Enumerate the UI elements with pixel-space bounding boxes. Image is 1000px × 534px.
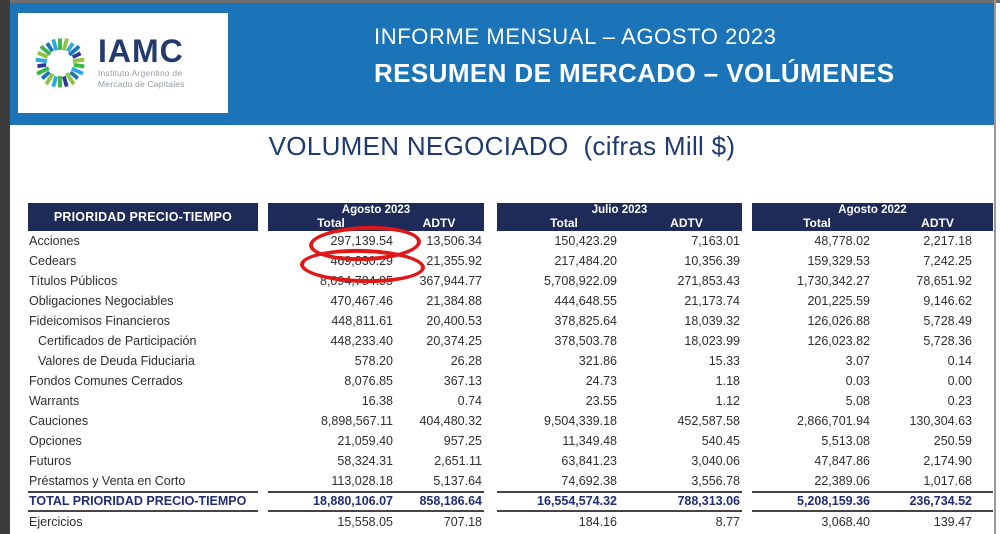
row-value: 21,059.40	[337, 434, 393, 448]
row-label: Cedears	[29, 254, 77, 268]
row-value: 2,651.11	[434, 454, 482, 468]
row-value: 5,137.64	[433, 474, 482, 488]
row-value: 7,163.01	[691, 234, 740, 248]
column-gap	[484, 512, 497, 532]
column-gap	[258, 512, 268, 532]
row-value: 321.86	[578, 354, 617, 368]
row-value: 150,423.29	[554, 234, 617, 248]
column-gap	[742, 231, 752, 251]
table-row	[28, 231, 993, 251]
row-value: 0.03	[845, 374, 870, 388]
row-value: 1.18	[715, 374, 740, 388]
column-gap	[258, 231, 268, 251]
row-value: 1,017.68	[923, 474, 972, 488]
row-value: 540.45	[701, 434, 740, 448]
subheader-total: Total	[803, 216, 831, 230]
row-value: 184.16	[578, 515, 617, 529]
table-row	[28, 431, 993, 451]
row-label: Valores de Deuda Fiduciaria	[38, 354, 195, 368]
row-value: 788,313.06	[631, 491, 742, 512]
column-gap	[742, 251, 752, 271]
iamc-ring-burst-icon	[32, 35, 88, 91]
row-value: 236,734.52	[882, 491, 993, 512]
row-value: 8,898,567.11	[320, 414, 393, 428]
column-gap	[484, 431, 497, 451]
logo-text	[98, 32, 185, 90]
report-header	[374, 24, 895, 89]
row-value: 367.13	[443, 374, 482, 388]
column-gap	[258, 291, 268, 311]
table-row	[28, 291, 993, 311]
column-gap	[258, 251, 268, 271]
row-label: Certificados de Participación	[38, 334, 197, 348]
row-value: 74,692.38	[561, 474, 617, 488]
row-label: Préstamos y Venta en Corto	[29, 474, 186, 488]
row-value: 707.18	[443, 515, 482, 529]
row-value: 3.07	[845, 354, 870, 368]
row-value: 3,556.78	[691, 474, 740, 488]
table-row	[28, 271, 993, 291]
table-row	[28, 512, 993, 532]
row-value: 5,708,922.09	[544, 274, 617, 288]
column-gap	[258, 391, 268, 411]
row-value: 0.74	[457, 394, 482, 408]
header-band	[10, 3, 994, 125]
column-gap	[484, 291, 497, 311]
column-gap	[742, 271, 752, 291]
row-value: 858,186.64	[394, 491, 484, 512]
viewer-frame-left	[0, 0, 10, 534]
row-value: 5,208,159.36	[752, 491, 882, 512]
row-value: 21,384.88	[426, 294, 482, 308]
row-value: 5.08	[845, 394, 870, 408]
subheader-adtv: ADTV	[422, 216, 456, 230]
group-title: Agosto 2022	[838, 204, 907, 216]
row-value: 367,944.77	[419, 274, 482, 288]
row-value: 58,324.31	[337, 454, 393, 468]
row-value: 16,554,574.32	[497, 491, 631, 512]
row-label: Futuros	[29, 454, 72, 468]
row-value: 9,504,339.18	[544, 414, 617, 428]
table-row	[28, 311, 993, 331]
table-row	[28, 251, 993, 271]
column-gap	[258, 311, 268, 331]
column-gap	[484, 231, 497, 251]
group-subheaders	[497, 217, 742, 230]
column-gap	[258, 351, 268, 371]
row-value: 444,648.55	[554, 294, 617, 308]
table-row	[28, 351, 993, 371]
row-value: 5,513.08	[821, 434, 870, 448]
row-value: 452,587.58	[677, 414, 740, 428]
row-value: 126,023.82	[807, 334, 870, 348]
row-value: 20,400.53	[426, 314, 482, 328]
group-subheaders	[752, 217, 993, 230]
table-header-row	[28, 203, 993, 231]
row-value: 13,506.34	[426, 234, 482, 248]
row-label: Fideicomisos Financieros	[29, 314, 171, 328]
row-value: 250.59	[933, 434, 972, 448]
row-value: 10,356.39	[684, 254, 740, 268]
row-value: 24.73	[585, 374, 617, 388]
row-value: 5,728.49	[923, 314, 972, 328]
table-row	[28, 451, 993, 471]
row-label: Warrants	[29, 394, 80, 408]
row-value: 139.47	[933, 515, 972, 529]
column-gap	[258, 411, 268, 431]
column-gap	[484, 471, 497, 491]
column-gap	[258, 451, 268, 471]
row-value: 448,233.40	[330, 334, 393, 348]
table-body	[28, 231, 993, 532]
table-total-row	[28, 491, 993, 512]
row-value: 2,866,701.94	[797, 414, 870, 428]
column-gap	[258, 471, 268, 491]
row-value: 63,841.23	[561, 454, 617, 468]
column-gap	[742, 351, 752, 371]
group-title: Julio 2023	[591, 204, 648, 216]
page-title: VOLUMEN NEGOCIADO (cifras Mill $)	[268, 131, 736, 161]
row-value: 78,651.92	[916, 274, 972, 288]
row-value: 957.25	[443, 434, 482, 448]
volume-table	[28, 203, 993, 532]
row-value: 578.20	[354, 354, 393, 368]
row-value: 8,076.85	[344, 374, 393, 388]
row-value: 0.23	[947, 394, 972, 408]
row-value: 201,225.59	[807, 294, 870, 308]
column-gap	[742, 291, 752, 311]
column-gap	[258, 331, 268, 351]
row-value: 113,028.18	[331, 474, 393, 488]
row-value: 23.55	[585, 394, 617, 408]
row-value: 18,039.32	[684, 314, 740, 328]
row-label: TOTAL PRIORIDAD PRECIO-TIEMPO	[28, 491, 258, 512]
column-gap	[484, 271, 497, 291]
iamc-logo	[18, 13, 228, 113]
group-title: Agosto 2023	[341, 204, 411, 216]
subheader-total: Total	[550, 216, 578, 230]
row-value: 15.33	[708, 354, 740, 368]
row-value: 22,389.06	[814, 474, 870, 488]
column-gap	[742, 471, 752, 491]
row-value: 470,467.46	[330, 294, 393, 308]
column-gap	[742, 512, 752, 532]
row-value: 18,880,106.07	[268, 491, 394, 512]
row-value: 1,730,342.27	[797, 274, 870, 288]
row-value: 15,558.05	[337, 515, 393, 529]
column-gap	[742, 431, 752, 451]
row-value: 130,304.63	[909, 414, 972, 428]
column-gap	[742, 371, 752, 391]
row-value: 378,503.78	[554, 334, 617, 348]
row-value: 271,853.43	[677, 274, 740, 288]
column-gap	[484, 311, 497, 331]
row-value: 0.14	[947, 354, 972, 368]
report-header-line1: INFORME MENSUAL – AGOSTO 2023	[374, 24, 777, 49]
column-gap	[484, 391, 497, 411]
row-value: 26.28	[450, 354, 482, 368]
row-label: Ejercicios	[29, 515, 83, 529]
column-gap	[258, 431, 268, 451]
table-row	[28, 471, 993, 491]
column-gap	[742, 311, 752, 331]
column-gap	[258, 491, 268, 512]
row-value: 8,094,784.95	[320, 274, 393, 288]
logo-subtitle-line2: Mercado de Capitales	[98, 79, 185, 89]
column-gap	[258, 371, 268, 391]
row-value: 18,023.99	[684, 334, 740, 348]
column-gap	[742, 491, 752, 512]
column-gap	[258, 271, 268, 291]
row-value: 5,728.36	[923, 334, 972, 348]
column-gap	[484, 351, 497, 371]
row-value: 297,139.54	[330, 234, 393, 248]
subheader-total: Total	[317, 216, 345, 230]
row-value: 11,349.48	[562, 434, 617, 448]
row-value: 2,217.18	[923, 234, 972, 248]
table-row	[28, 331, 993, 351]
column-gap	[484, 491, 497, 512]
column-gap	[742, 391, 752, 411]
subheader-adtv: ADTV	[921, 216, 954, 230]
row-value: 448,811.61	[331, 314, 393, 328]
row-value: 126,026.88	[807, 314, 870, 328]
row-value: 21,355.92	[426, 254, 482, 268]
column-gap	[742, 331, 752, 351]
row-value: 9,146.62	[923, 294, 972, 308]
row-value: 3,040.06	[691, 454, 740, 468]
logo-subtitle	[98, 68, 185, 90]
logo-subtitle-line1: Instituto Argentino de	[98, 67, 183, 78]
viewer-frame-right	[994, 0, 996, 534]
row-label: Acciones	[29, 234, 80, 248]
column-gap	[484, 411, 497, 431]
subheader-adtv: ADTV	[670, 216, 703, 230]
row-value: 0.00	[947, 374, 972, 388]
row-label: Fondos Comunes Cerrados	[29, 374, 183, 388]
row-value: 217,484.20	[554, 254, 617, 268]
row-value: 47,847.86	[814, 454, 870, 468]
table-row	[28, 371, 993, 391]
row-label: Cauciones	[29, 414, 89, 428]
column-group-agosto-2022	[752, 203, 993, 231]
column-gap	[742, 451, 752, 471]
row-value: 159,329.53	[807, 254, 870, 268]
row-value: 2,174.90	[923, 454, 972, 468]
column-gap	[484, 451, 497, 471]
row-value: 7,242.25	[923, 254, 972, 268]
row-value: 469,830.29	[330, 254, 393, 268]
row-value: 21,173.74	[684, 294, 740, 308]
column-group-julio-2023	[497, 203, 742, 231]
column-gap	[484, 331, 497, 351]
row-value: 1.12	[715, 394, 740, 408]
row-value: 20,374.25	[426, 334, 482, 348]
row-value: 48,778.02	[814, 234, 870, 248]
column-header-priority: PRIORIDAD PRECIO-TIEMPO	[28, 203, 258, 231]
row-value: 16.38	[361, 394, 393, 408]
column-gap	[484, 371, 497, 391]
row-value: 8.77	[715, 515, 740, 529]
row-label: Obligaciones Negociables	[29, 294, 174, 308]
column-gap	[742, 411, 752, 431]
row-label: Opciones	[29, 434, 82, 448]
table-row	[28, 411, 993, 431]
row-value: 404,480.32	[419, 414, 482, 428]
column-gap	[484, 251, 497, 271]
row-value: 3,068.40	[821, 515, 870, 529]
logo-brand: IAMC	[98, 32, 184, 69]
row-label: Títulos Públicos	[29, 274, 118, 288]
row-value: 378,825.64	[554, 314, 617, 328]
table-row	[28, 391, 993, 411]
report-header-line2: RESUMEN DE MERCADO – VOLÚMENES	[374, 58, 895, 88]
